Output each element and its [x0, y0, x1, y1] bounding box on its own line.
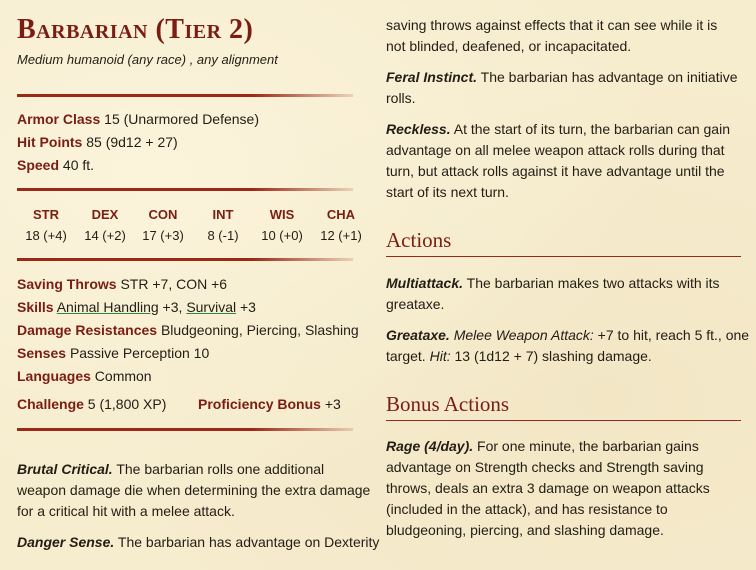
skill-link-animal-handling[interactable]: Animal Handling: [56, 299, 159, 315]
ability-value: 10 (+0): [261, 228, 303, 243]
ability-value: 12 (+1): [320, 228, 362, 243]
divider: [17, 258, 353, 261]
skill-link-survival[interactable]: Survival: [186, 299, 237, 315]
hit-points: Hit Points 85 (9d12 + 27): [17, 134, 178, 150]
trait-brutal-critical: Brutal Critical. The barbarian rolls one additional weapon damage die when determining the extra damage for a critical hit with a melee attack.: [17, 461, 371, 519]
ability-value: 18 (+4): [25, 228, 67, 243]
creature-name: Barbarian (Tier 2): [17, 14, 254, 45]
divider: [386, 420, 741, 421]
creature-type: Medium humanoid (any race) , any alignment: [17, 52, 278, 67]
challenge: Challenge 5 (1,800 XP): [17, 396, 167, 412]
trait-reckless: Reckless. At the start of its turn, the barbarian can gain advantage on all melee weapon attack rolls during that turn, but attack rolls against it have advantage until the start of its next turn.: [386, 121, 730, 200]
ability-name: DEX: [91, 207, 119, 222]
trait-feral-instinct: Feral Instinct. The barbarian has advantage on initiative rolls.: [386, 69, 738, 106]
ability-value: 8 (-1): [207, 228, 239, 243]
trait-danger-sense: Danger Sense. The barbarian has advantage on Dexterity: [17, 534, 380, 550]
senses: Senses Passive Perception 10: [17, 345, 210, 361]
bonus-actions-heading: Bonus Actions: [386, 392, 510, 416]
ability-name: INT: [212, 207, 234, 222]
proficiency-bonus: Proficiency Bonus +3: [198, 396, 341, 412]
ability-name: STR: [33, 207, 59, 222]
ability-name: WIS: [269, 207, 295, 222]
saving-throws: Saving Throws STR +7, CON +6: [17, 276, 228, 292]
bonus-action-rage: Rage (4/day). For one minute, the barbarian gains advantage on Strength checks and Strength saving throws, deals an extra 3 damage on weapon attacks (included in the attack), and has resistance to bludgeoning, piercing, and slashing damage.: [386, 438, 710, 538]
divider: [17, 94, 353, 97]
speed: Speed 40 ft.: [17, 157, 95, 173]
skills: Skills Animal Handling +3, Survival +3: [17, 299, 256, 315]
trait-danger-sense-continued: saving throws against effects that it can see while it is not blinded, deafened, or incapacitated.: [386, 17, 718, 54]
divider: [386, 256, 741, 257]
actions-heading: Actions: [386, 228, 452, 252]
divider: [17, 188, 353, 191]
armor-class: Armor Class 15 (Unarmored Defense): [17, 111, 260, 127]
languages: Languages Common: [17, 368, 152, 384]
divider: [17, 428, 353, 431]
damage-resistances: Damage Resistances Bludgeoning, Piercing, Slashing: [17, 322, 359, 338]
ability-value: 14 (+2): [84, 228, 126, 243]
ability-name: CON: [148, 207, 178, 222]
action-multiattack: Multiattack. The barbarian makes two attacks with its greataxe.: [386, 275, 720, 312]
action-greataxe: Greataxe. Melee Weapon Attack: +7 to hit, reach 5 ft., one target. Hit: 13 (1d12 + 7) slashing damage.: [386, 327, 750, 364]
ability-value: 17 (+3): [142, 228, 184, 243]
ability-name: CHA: [326, 207, 356, 222]
